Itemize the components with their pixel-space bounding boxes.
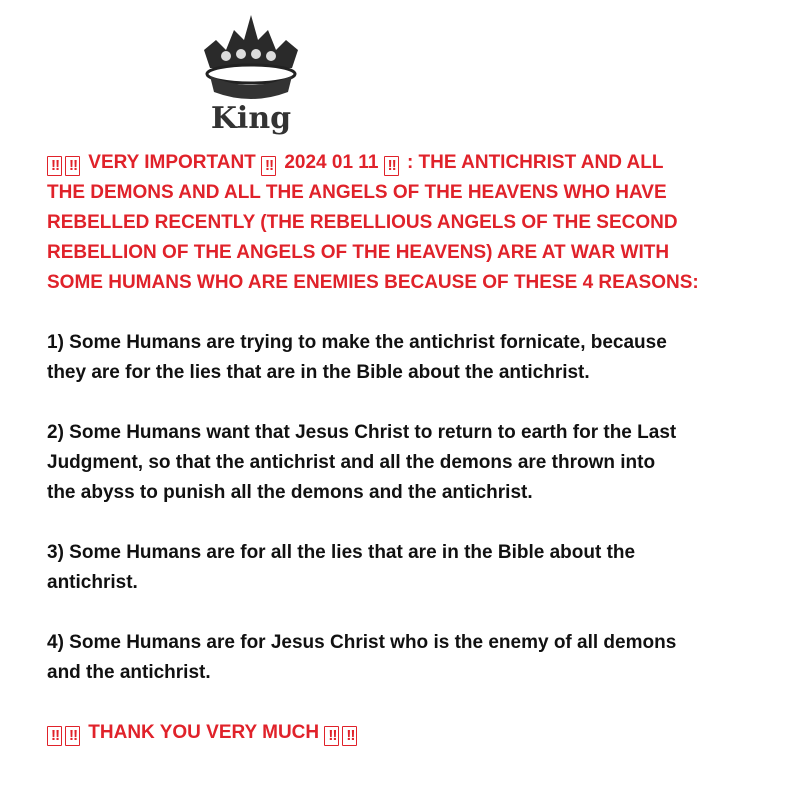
heading-line: REBELLION OF THE ANGELS OF THE HEAVENS) ARE AT WAR WITH [47,242,670,263]
double-exclamation-icon: ‼ [324,726,339,746]
reason-2 [47,418,787,508]
reason-line: Judgment, so that the antichrist and all the demons are thrown into [47,452,656,473]
double-exclamation-icon: ‼ [47,726,62,746]
double-exclamation-icon: ‼ [65,726,80,746]
double-exclamation-icon: ‼ [261,156,276,176]
heading [47,148,787,298]
reason-line: 4) Some Humans are for Jesus Christ who is the enemy of all demons [47,632,677,653]
heading-text: : THE ANTICHRIST AND ALL [406,152,664,173]
footer-text: THANK YOU VERY MUCH [88,722,320,743]
crown-icon [196,10,306,138]
reason-line: 2) Some Humans want that Jesus Christ to return to earth for the Last [47,422,677,443]
heading-line: THE DEMONS AND ALL THE ANGELS OF THE HEAVENS WHO HAVE [47,182,667,203]
reason-line: and the antichrist. [47,662,211,683]
double-exclamation-icon: ‼ [384,156,399,176]
heading-line: SOME HUMANS WHO ARE ENEMIES BECAUSE OF THESE 4 REASONS: [47,272,699,293]
king-crown-logo [196,10,306,138]
heading-line: REBELLED RECENTLY (THE REBELLIOUS ANGELS OF THE SECOND [47,212,678,233]
reason-3 [47,538,787,598]
document-body [47,148,787,748]
heading-text: VERY IMPORTANT [88,152,256,173]
reason-line: 1) Some Humans are trying to make the antichrist fornicate, because [47,332,667,353]
double-exclamation-icon: ‼ [65,156,80,176]
reason-4 [47,628,787,688]
reason-line: 3) Some Humans are for all the lies that are in the Bible about the [47,542,636,563]
reason-1 [47,328,787,388]
logo-king-text: King [210,101,292,136]
reason-line: antichrist. [47,572,138,593]
heading-line [47,148,787,178]
reason-line: the abyss to punish all the demons and the antichrist. [47,482,533,503]
double-exclamation-icon: ‼ [47,156,62,176]
reason-line: they are for the lies that are in the Bible about the antichrist. [47,362,590,383]
heading-date: 2024 01 11 [284,152,379,173]
double-exclamation-icon: ‼ [342,726,357,746]
footer [47,718,787,748]
